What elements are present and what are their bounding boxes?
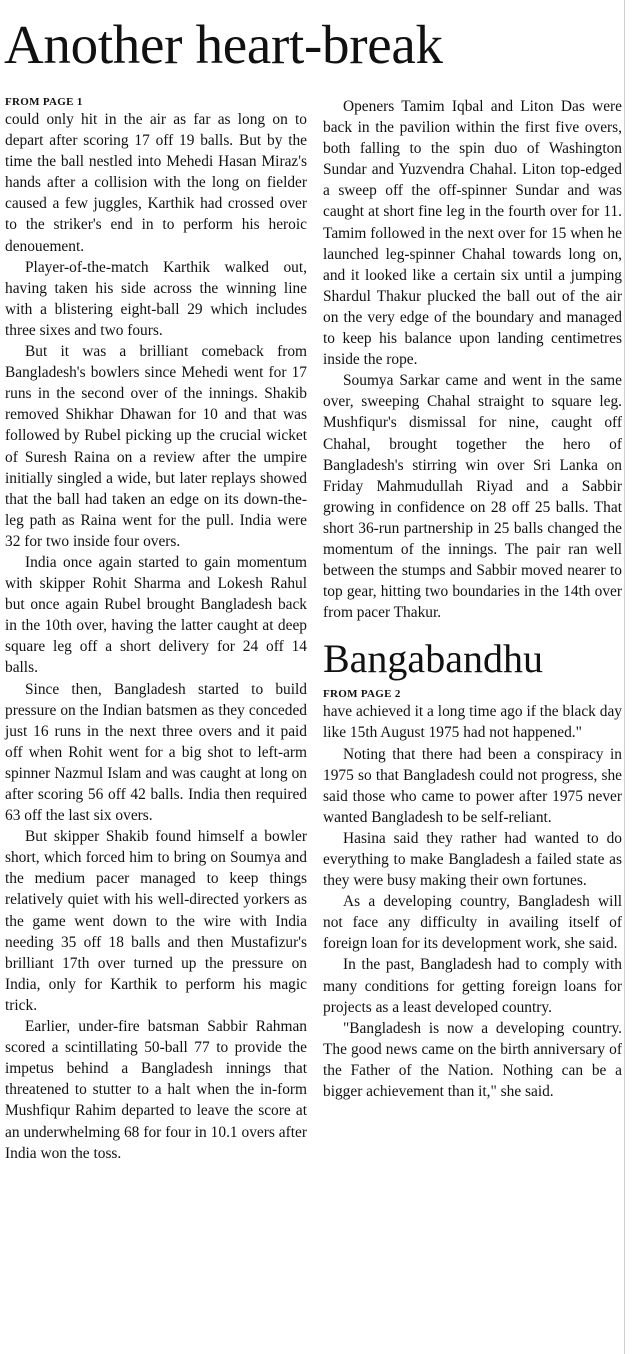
article-paragraph: As a developing country, Bangladesh will not face any difficulty in availing itself of foreign loan for its development work, she said. — [323, 893, 622, 953]
article-paragraph: have achieved it a long time ago if the black day like 15th August 1975 had not happened." — [323, 703, 622, 742]
article-paragraph: Openers Tamim Iqbal and Liton Das were back in the pavilion within the first five overs, both falling to the spin duo of Washington Sundar and Yuzvendra Chahal. Liton top-edged a sweep off the off-spinner Sundar and was caught at short fine leg in the fourth over for 11. Tamim followed in the next over for 15 when he launched leg-spinner Chahal towards long on, and it looked like a certain six until a jumping Shardul Thakur plucked the ball out of the air on the very edge of the boundary and managed to keep his balance upon landing centimetres inside the rope. — [323, 98, 622, 369]
left-column — [5, 96, 307, 1164]
article-paragraph: could only hit in the air as far as long on to depart after scoring 17 off 19 balls. But by the time the ball nestled into Mehedi Hasan Miraz's hands after a collision with the long on fielder caused a few juggles, Karthik had crossed over to the striker's end in to perform his heroic denouement. — [5, 111, 307, 255]
article-paragraph: Hasina said they rather had wanted to do everything to make Bangladesh a failed state as they were busy making their own fortunes. — [323, 829, 622, 890]
article-paragraph: Soumya Sarkar came and went in the same over, sweeping Chahal straight to square leg. Mushfiqur's dismissal for nine, caught off Chahal, brought together the hero of Bangladesh's stirring win over Sri Lanka on Friday Mahmudullah Riyad and a Sabbir growing in confidence on 28 off 25 balls. That short 36-run partnership in 25 balls changed the momentum of the innings. The pair ran well between the stumps and Sabbir moved nearer to top gear, hitting two boundaries in the 14th over from pacer Thakur. — [323, 372, 622, 622]
right-column — [323, 96, 622, 1102]
page-edge-rule — [624, 0, 625, 1354]
second-article-headline: Bangabandhu — [323, 636, 543, 682]
article-paragraph: India once again started to gain momentum with skipper Rohit Sharma and Lokesh Rahul but once again Rubel brought Bangladesh back in the 10th over, having the latter caught at deep square leg off a short delivery for 24 off 14 balls. — [5, 553, 307, 677]
second-article-dateline: FROM PAGE 2 — [323, 688, 401, 701]
article-paragraph: Noting that there had been a conspiracy in 1975 so that Bangladesh could not progress, she said those who came to power after 1975 never wanted Bangladesh to be self-reliant. — [323, 745, 622, 826]
article-headline: Another heart-break — [4, 14, 443, 75]
article-paragraph: "Bangladesh is now a developing country. The good news came on the birth anniversary of the Father of the Nation. Nothing can be a bigger achievement than it," she said. — [323, 1019, 622, 1101]
article-paragraph: But skipper Shakib found himself a bowler short, which forced him to bring on Soumya and the medium pacer managed to keep things relatively quiet with his well-directed yorkers as the game went down to the wire with India needing 35 off 18 balls and then Mustafizur's brilliant 17th over turned up the pressure on India, only for Karthik to perform his magic trick. — [5, 828, 307, 1014]
article-paragraph: In the past, Bangladesh had to comply with many conditions for getting foreign loans for projects as a least developed country. — [323, 956, 622, 1016]
article-dateline: FROM PAGE 1 — [5, 96, 83, 108]
article-paragraph: Player-of-the-match Karthik walked out, having taken his side across the winning line with a blistering eight-ball 29 which includes three sixes and two fours. — [5, 258, 307, 339]
article-paragraph: Since then, Bangladesh started to build pressure on the Indian batsmen as they conceded just 16 runs in the next three overs and it paid off when Rohit went for a big shot to left-arm spinner Nazmul Islam and was caught at long on after scoring 56 off 42 balls. India then required 63 off the last six overs. — [5, 680, 307, 825]
article-paragraph: Earlier, under-fire batsman Sabbir Rahman scored a scintillating 50-ball 77 to provide the impetus behind a Bangladesh innings that threatened to stutter to a halt when the in-form Mushfiqur Rahim departed to leave the score at an underwhelming 68 for four in 10.1 overs after India won the toss. — [5, 1018, 307, 1162]
article-paragraph: But it was a brilliant comeback from Bangladesh's bowlers since Mehedi went for 17 runs in the second over of the innings. Shakib removed Shikhar Dhawan for 10 and that was followed by Rubel picking up the crucial wicket of Suresh Raina on a review after the umpire initially singled a wide, but later replays showed that the ball had taken an edge on its down-the-leg path as Raina went for the pull. India were 32 for two inside four overs. — [5, 343, 307, 550]
